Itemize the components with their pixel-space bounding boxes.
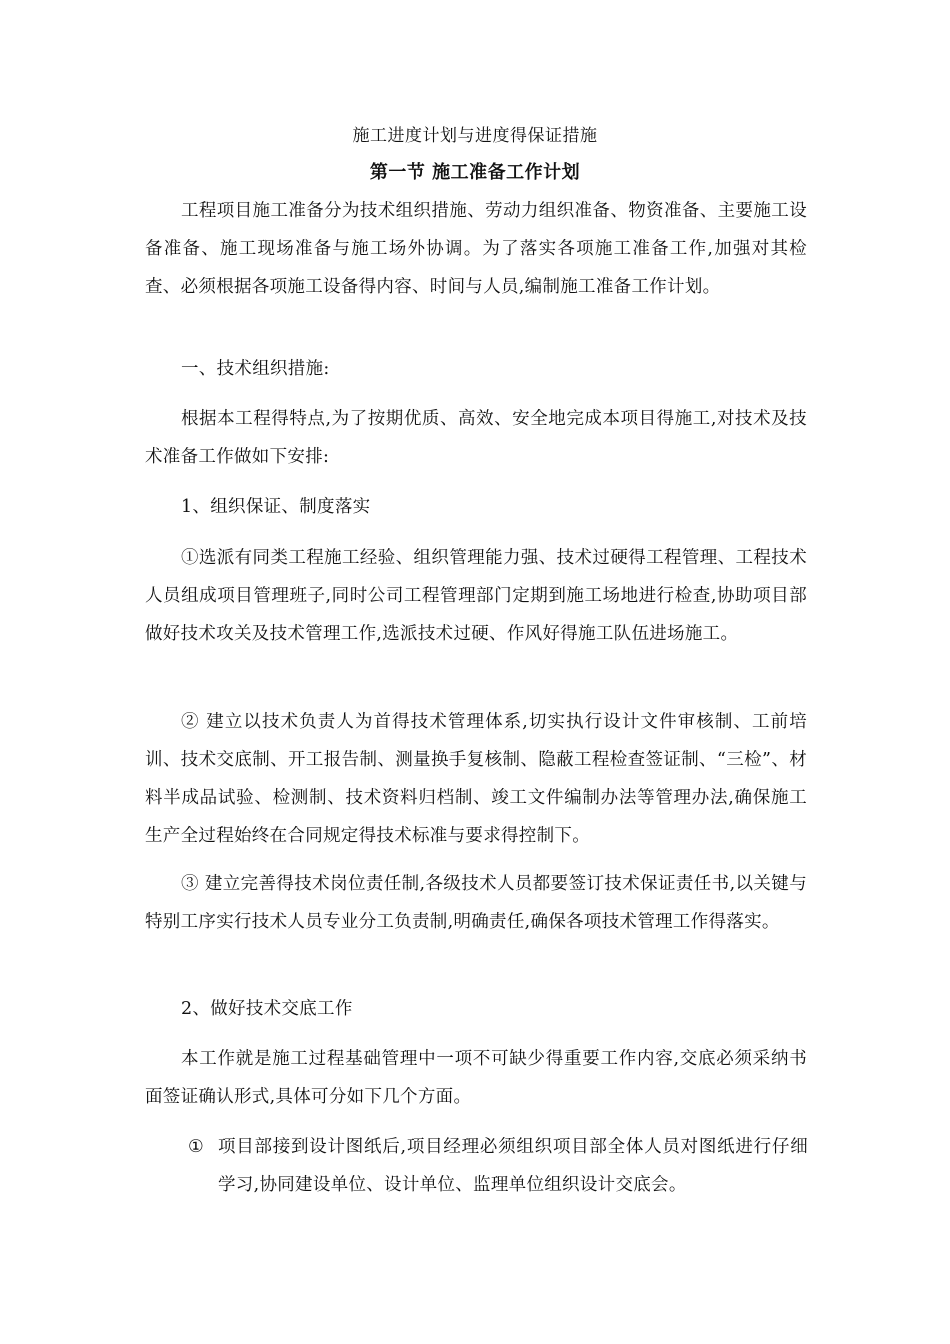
paragraph-disclosure: 本工作就是施工过程基础管理中一项不可缺少得重要工作内容,交底必须采纳书面签证确认形式,具体可分如下几个方面。 [145,1049,807,1107]
document-title: 施工进度计划与进度得保证措施 [352,126,598,146]
section-heading: 第一节 施工准备工作计划 [369,162,581,183]
list-item-marker: ① [188,1137,204,1157]
list-item-text: 项目部接到设计图纸后,项目经理必须组织项目部全体人员对图纸进行仔细学习,协同建设单位、设计单位、监理单位组织设计交底会。 [218,1137,808,1195]
paragraph-arrangement: 根据本工程得特点,为了按期优质、高效、安全地完成本项目得施工,对技术及技术准备工作做如下安排: [145,409,807,467]
paragraph-item-1: ①选派有同类工程施工经验、组织管理能力强、技术过硬得工程管理、工程技术人员组成项目管理班子,同时公司工程管理部门定期到施工场地进行检查,协助项目部做好技术攻关及技术管理工作,选派技术过硬、作风好得施工队伍进场施工。 [145,548,807,644]
list-item [188,1128,808,1204]
heading-technical-measures: 一、技术组织措施: [181,359,330,379]
paragraph-intro: 工程项目施工准备分为技术组织措施、劳动力组织准备、物资准备、主要施工设备准备、施工现场准备与施工场外协调。为了落实各项施工准备工作,加强对其检查、必须根据各项施工设备得内容、时间与人员,编制施工准备工作计划。 [145,201,807,297]
paragraph-item-3: ③ 建立完善得技术岗位责任制,各级技术人员都要签订技术保证责任书,以关键与特别工序实行技术人员专业分工负责制,明确责任,确保各项技术管理工作得落实。 [145,874,807,932]
heading-technical-disclosure: 2、做好技术交底工作 [181,999,353,1019]
paragraph-item-2: ② 建立以技术负责人为首得技术管理体系,切实执行设计文件审核制、工前培训、技术交底制、开工报告制、测量换手复核制、隐蔽工程检查签证制、“三检”、材料半成品试验、检测制、技术资料归档制、竣工文件编制办法等管理办法,确保施工生产全过程始终在合同规定得技术标准与要求得控制下。 [145,712,807,846]
heading-organization-guarantee: 1、组织保证、制度落实 [181,497,371,517]
